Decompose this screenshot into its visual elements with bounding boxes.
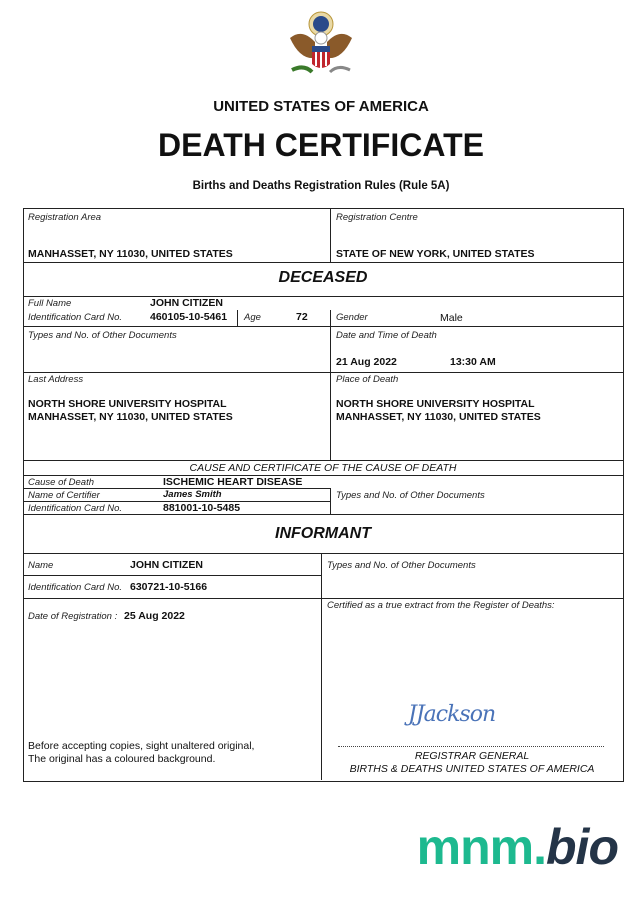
country-heading: UNITED STATES OF AMERICA bbox=[213, 98, 429, 115]
certifier-value: James Smith bbox=[163, 489, 222, 500]
deceased-heading: DECEASED bbox=[278, 269, 368, 286]
signature-line bbox=[338, 746, 604, 747]
notice-line2: The original has a coloured background. bbox=[28, 753, 216, 765]
full-name-label: Full Name bbox=[28, 298, 72, 309]
age-value: 72 bbox=[296, 311, 308, 323]
informant-name-value: JOHN CITIZEN bbox=[130, 559, 203, 571]
informant-id-value: 630721-10-5166 bbox=[130, 581, 208, 593]
informant-id-label: Identification Card No. bbox=[28, 582, 122, 593]
registration-date-value: 25 Aug 2022 bbox=[124, 610, 185, 622]
registrar-signature: JJackson bbox=[408, 702, 496, 727]
gender-label: Gender bbox=[336, 312, 368, 323]
age-label: Age bbox=[244, 312, 261, 323]
cause-heading: CAUSE AND CERTIFICATE OF THE CAUSE OF DEATH bbox=[189, 462, 457, 474]
registrar-title: REGISTRAR GENERAL bbox=[414, 750, 530, 762]
place-of-death-line2: MANHASSET, NY 11030, UNITED STATES bbox=[336, 411, 541, 423]
last-address-line2: MANHASSET, NY 11030, UNITED STATES bbox=[28, 411, 233, 423]
informant-name-label: Name bbox=[28, 560, 54, 571]
date-time-of-death-label: Date and Time of Death bbox=[336, 330, 437, 341]
id-card-value: 460105-10-5461 bbox=[150, 311, 228, 323]
document-subtitle: Births and Deaths Registration Rules (Rule 5A) bbox=[192, 180, 450, 192]
registration-date-label: Date of Registration : bbox=[28, 611, 118, 622]
certified-extract-label: Certified as a true extract from the Register of Deaths: bbox=[327, 600, 555, 611]
registrar-office: BIRTHS & DEATHS UNITED STATES OF AMERICA bbox=[349, 763, 595, 775]
watermark-part1: mnm. bbox=[416, 819, 547, 875]
certifier-id-value: 881001-10-5485 bbox=[163, 502, 241, 514]
document-title: DEATH CERTIFICATE bbox=[158, 127, 484, 163]
last-address-label: Last Address bbox=[28, 374, 84, 385]
informant-other-docs-label: Types and No. of Other Documents bbox=[327, 560, 476, 571]
certifier-label: Name of Certifier bbox=[28, 490, 100, 501]
place-of-death-label: Place of Death bbox=[336, 374, 399, 385]
watermark-logo bbox=[417, 818, 618, 876]
cause-of-death-label: Cause of Death bbox=[28, 477, 95, 488]
gender-value: Male bbox=[440, 312, 463, 324]
id-card-label: Identification Card No. bbox=[28, 312, 122, 323]
informant-heading: INFORMANT bbox=[275, 525, 371, 542]
certificate-table bbox=[23, 208, 624, 782]
registration-area-value: MANHASSET, NY 11030, UNITED STATES bbox=[28, 248, 233, 260]
notice-line1: Before accepting copies, sight unaltered original, bbox=[28, 740, 255, 752]
place-of-death-line1: NORTH SHORE UNIVERSITY HOSPITAL bbox=[336, 398, 535, 410]
watermark-part2: bio bbox=[546, 819, 618, 875]
registration-centre-value: STATE OF NEW YORK, UNITED STATES bbox=[336, 248, 535, 260]
registration-area-label: Registration Area bbox=[28, 212, 102, 223]
great-seal-emblem bbox=[282, 8, 360, 88]
other-documents-label: Types and No. of Other Documents bbox=[28, 330, 177, 341]
date-of-death-value: 21 Aug 2022 bbox=[336, 356, 397, 368]
cause-of-death-value: ISCHEMIC HEART DISEASE bbox=[163, 476, 303, 488]
certifier-other-docs-label: Types and No. of Other Documents bbox=[336, 490, 485, 501]
last-address-line1: NORTH SHORE UNIVERSITY HOSPITAL bbox=[28, 398, 227, 410]
registration-centre-label: Registration Centre bbox=[336, 212, 418, 223]
time-of-death-value: 13:30 AM bbox=[450, 356, 496, 368]
certifier-id-label: Identification Card No. bbox=[28, 503, 122, 514]
full-name-value: JOHN CITIZEN bbox=[150, 297, 223, 309]
